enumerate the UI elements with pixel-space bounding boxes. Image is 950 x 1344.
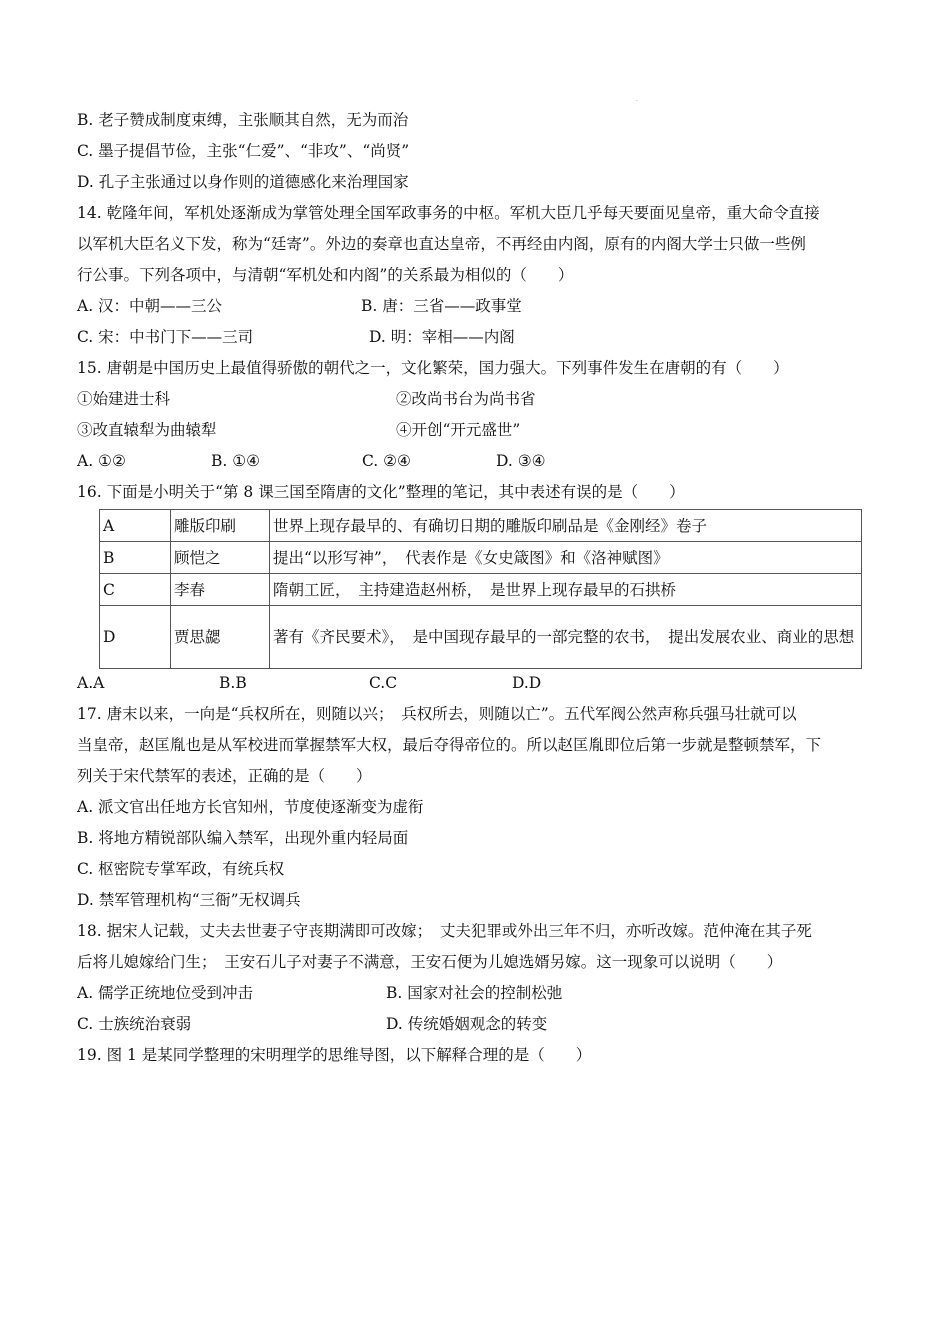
table-cell-desc: 著有《齐民要术》， 是中国现存最早的一部完整的农书， 提出发展农业、商业的思想 (270, 606, 862, 669)
q14-stem-2: 以军机大臣名义下发，称为“廷寄”。外边的奏章也直达皇帝，不再经由内阁，原有的内阁大学士只做一些例 (77, 235, 806, 253)
q14-stem-3: 行公事。下列各项中，与清朝“军机处和内阁”的关系最为相似的（ ） (77, 266, 574, 284)
q18-stem-1: 18. 据宋人记载，丈夫去世妻子守丧期满即可改嫁； 丈夫犯罪或外出三年不归，亦听改嫁。范仲淹在其子死 (77, 922, 812, 940)
q14-option-a: A. 汉：中朝——三公 (77, 297, 223, 315)
q16-stem: 16. 下面是小明关于“第 8 课三国至隋唐的文化”整理的笔记，其中表述有误的是（ ） (77, 483, 685, 501)
q15-option-a: A. ①② (77, 452, 126, 470)
q13-option-d: D. 孔子主张通过以身作则的道德感化来治理国家 (77, 173, 409, 191)
table-cell-name: 雕版印刷 (171, 510, 270, 542)
q18-option-c: C. 士族统治衰弱 (77, 1015, 192, 1033)
table-cell-key: D (100, 606, 171, 669)
q16-option-d: D.D (512, 674, 542, 692)
q19-stem: 19. 图 1 是某同学整理的宋明理学的思维导图，以下解释合理的是（ ） (77, 1046, 592, 1064)
q15-option-d: D. ③④ (496, 452, 546, 470)
q15-option-c: C. ②④ (362, 452, 411, 470)
q16-table (99, 509, 862, 669)
table-cell-name: 贾思勰 (171, 606, 270, 669)
q14-stem-1: 14. 乾隆年间，军机处逐渐成为掌管处理全国军政事务的中枢。军机大臣几乎每天要面见皇帝，重大命令直接 (77, 204, 820, 222)
q17-option-d: D. 禁军管理机构“三衙”无权调兵 (77, 891, 301, 909)
q17-stem-1: 17. 唐末以来，一向是“兵权所在，则随以兴； 兵权所去，则随以亡”。五代军阀公然声称兵强马壮就可以 (77, 705, 797, 723)
q15-item-4: ④开创“开元盛世” (396, 421, 521, 439)
table-cell-desc: 提出“以形写神”， 代表作是《女史箴图》和《洛神赋图》 (270, 542, 862, 574)
table-cell-name: 李春 (171, 574, 270, 606)
table-row (100, 542, 862, 574)
q17-stem-3: 列关于宋代禁军的表述，正确的是（ ） (77, 767, 372, 785)
q17-option-c: C. 枢密院专掌军政，有统兵权 (77, 860, 285, 878)
table-row (100, 574, 862, 606)
scan-dot: · (636, 98, 638, 105)
q14-option-d: D. 明：宰相——内阁 (369, 328, 515, 346)
q14-option-c: C. 宋：中书门下——三司 (77, 328, 254, 346)
q15-item-2: ②改尚书台为尚书省 (396, 390, 536, 408)
q15-item-1: ①始建进士科 (77, 390, 171, 408)
table-row (100, 606, 862, 669)
q15-option-b: B. ①④ (211, 452, 261, 470)
q14-option-b: B. 唐：三省——政事堂 (361, 297, 522, 315)
q17-option-a: A. 派文官出任地方长官知州，节度使逐渐变为虚衔 (77, 798, 424, 816)
table-cell-desc: 隋朝工匠， 主持建造赵州桥， 是世界上现存最早的石拱桥 (270, 574, 862, 606)
q16-option-a: A.A (77, 674, 105, 692)
q18-stem-2: 后将儿媳嫁给门生； 王安石儿子对妻子不满意，王安石便为儿媳选婿另嫁。这一现象可以说明（ ） (77, 953, 783, 971)
q16-option-c: C.C (369, 674, 398, 692)
q15-stem: 15. 唐朝是中国历史上最值得骄傲的朝代之一，文化繁荣，国力强大。下列事件发生在唐朝的有（ ） (77, 359, 789, 377)
q17-stem-2: 当皇帝，赵匡胤也是从军校进而掌握禁军大权，最后夺得帝位的。所以赵匡胤即位后第一步就是整顿禁军，下 (77, 736, 822, 754)
q18-option-d: D. 传统婚姻观念的转变 (386, 1015, 548, 1033)
q15-item-3: ③改直辕犁为曲辕犁 (77, 421, 217, 439)
table-cell-name: 顾恺之 (171, 542, 270, 574)
q18-option-a: A. 儒学正统地位受到冲击 (77, 984, 254, 1002)
table-cell-desc: 世界上现存最早的、有确切日期的雕版印刷品是《金刚经》卷子 (270, 510, 862, 542)
table-cell-key: B (100, 542, 171, 574)
table-row (100, 510, 862, 542)
q16-option-b: B.B (219, 674, 247, 692)
q18-option-b: B. 国家对社会的控制松弛 (386, 984, 563, 1002)
q13-option-b: B. 老子赞成制度束缚，主张顺其自然，无为而治 (77, 111, 409, 129)
q17-option-b: B. 将地方精锐部队编入禁军，出现外重内轻局面 (77, 829, 409, 847)
table-cell-key: A (100, 510, 171, 542)
q13-option-c: C. 墨子提倡节俭，主张“仁爱”、“非攻”、“尚贤” (77, 142, 410, 160)
table-cell-key: C (100, 574, 171, 606)
